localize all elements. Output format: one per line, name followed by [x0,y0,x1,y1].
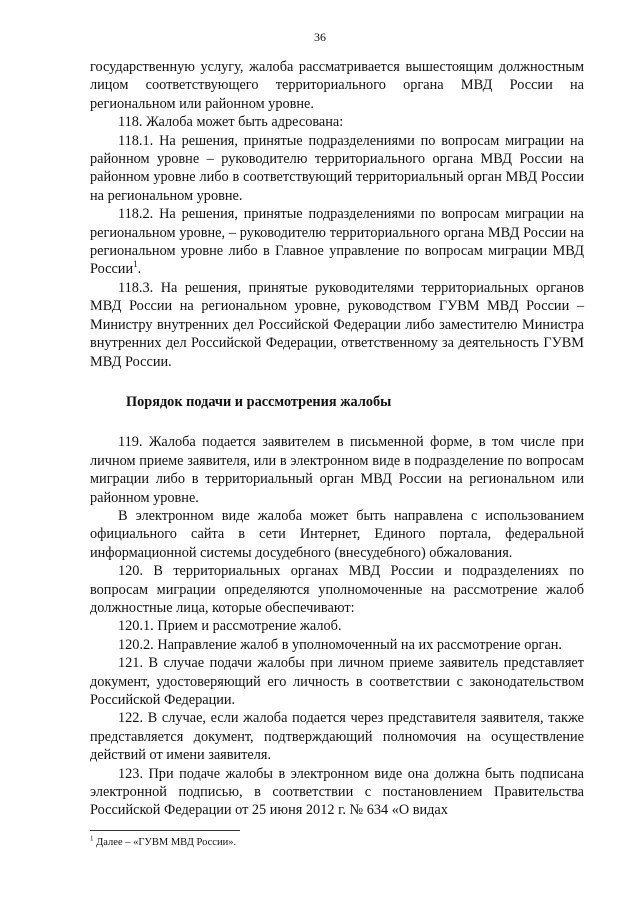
paragraph-continuation: государственную услугу, жалоба рассматривается вышестоящим должностным лицом соответствующего территориального органа МВД России на региональном или районном уровне. [90,59,584,112]
paragraph-118-2 [90,205,584,279]
paragraph-119-electronic: В электронном виде жалоба может быть направлена с использованием официального сайта в сети Интернет, Единого портала, федеральной информационной системы досудебного (внесудебного) обжалования. [90,507,584,561]
footnote-divider [90,830,240,831]
footnote-reference[interactable]: 1 [133,259,138,270]
paragraph-123: 123. При подаче жалобы в электронном виде она должна быть подписана электронной подписью, в соответствии с постановлением Правительства Российской Федерации от 25 июня 2012 г. № 634 «О видах [90,765,584,819]
page-number: 36 [314,30,326,44]
body-text [90,58,584,820]
paragraph-121: 121. В случае подачи жалобы при личном приеме заявитель представляет документ, удостоверяющий его личность в соответствии с законодательством Российской Федерации. [90,655,584,708]
paragraph-119: 119. Жалоба подается заявителем в письменной форме, в том числе при личном приеме заявителя, или в электронном виде в подразделение по вопросам миграции либо в территориальный орган МВД России на региональном или районном уровне. [90,434,584,506]
paragraph-122: 122. В случае, если жалоба подается через представителя заявителя, также представляется документ, подтверждающий полномочия на осуществление действий от имени заявителя. [90,710,584,764]
paragraph-118: 118. Жалоба может быть адресована: [118,114,344,131]
paragraph-118-1: 118.1. На решения, принятые подразделениями по вопросам миграции на районном уровне – руководителю территориального органа МВД России на районном уровне либо в соответствующий территориальный орган МВД России на региональном уровне. [90,132,584,204]
paragraph-118-3: 118.3. На решения, принятые руководителями территориальных органов МВД России на региональном уровне, руководством ГУВМ МВД России – Министру внутренних дел Российской Федерации либо заместителю Министра внутренних дел Российской Федерации, ответственному за деятельность ГУВМ МВД России. [90,279,584,370]
footnote-mark: 1 [90,834,94,843]
section-heading: Порядок подачи и рассмотрения жалобы [126,393,392,410]
paragraph-118-2-end: . [137,261,142,278]
footnote [90,836,584,849]
paragraph-118-2-text: 118.2. На решения, принятые подразделениями по вопросам миграции на региональном уровне, – руководителю территориального органа МВД России на региональном уровне либо в Главное управление по вопросам миграции МВД России [90,206,584,278]
paragraph-120-1: 120.1. Прием и рассмотрение жалоб. [118,618,342,635]
paragraph-120-2: 120.2. Направление жалоб в уполномоченный на их рассмотрение орган. [118,636,562,653]
paragraph-120: 120. В территориальных органах МВД России и подразделениях по вопросам миграции определяются уполномоченные на рассмотрение жалоб должностные лица, которые обеспечивают: [90,563,584,616]
footnote-text: Далее – «ГУВМ МВД России». [93,837,237,848]
